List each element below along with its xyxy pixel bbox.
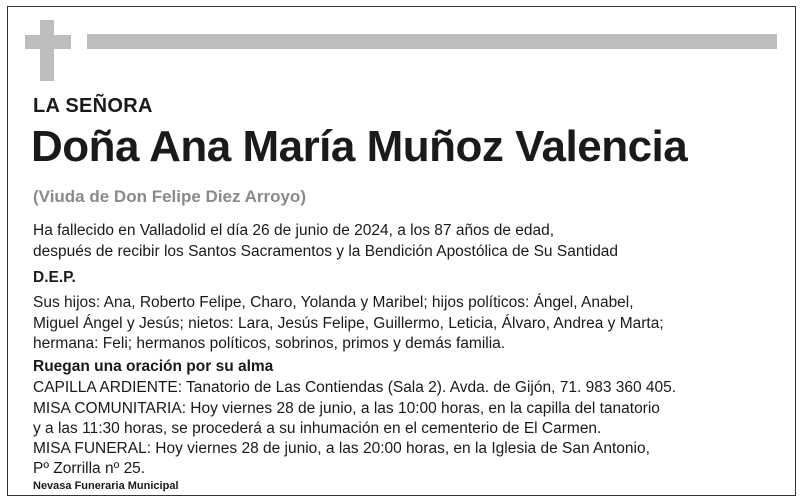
funeral-home-credit: Nevasa Funeraria Municipal — [33, 480, 179, 492]
honorific-label: LA SEÑORA — [33, 95, 153, 117]
cross-icon — [40, 20, 54, 81]
details-line-2: MISA COMUNITARIA: Hoy viernes 28 de junio, a las 10:00 horas, en la capilla del tanatorio — [33, 400, 660, 417]
deceased-name: Doña Ana María Muñoz Valencia — [31, 122, 688, 171]
family-line-2: Miguel Ángel y Jesús; nietos: Lara, Jesús Felipe, Guillermo, Leticia, Álvaro, Andrea y Marta; — [33, 315, 664, 332]
announcement-line-2: después de recibir los Santos Sacramentos y la Bendición Apostólica de Su Santidad — [33, 243, 619, 260]
family-line-3: hermana: Feli; hermanos políticos, sobrinos, primos y demás familia. — [33, 335, 506, 352]
details-line-4: MISA FUNERAL: Hoy viernes 28 de junio, a las 20:00 horas, en la Iglesia de San Antonio, — [33, 440, 650, 457]
details-line-3: y a las 11:30 horas, se procederá a su inhumación en el cementerio de El Carmen. — [33, 420, 602, 437]
widow-note: (Viuda de Don Felipe Diez Arroyo) — [33, 187, 306, 206]
prayer-request: Ruegan una oración por su alma — [33, 358, 274, 375]
announcement-line-1: Ha fallecido en Valladolid el día 26 de junio de 2024, a los 87 años de edad, — [33, 222, 555, 239]
dep-label: D.E.P. — [33, 269, 76, 286]
details-line-5: Pº Zorrilla nº 25. — [33, 460, 146, 477]
header-divider-bar — [87, 34, 777, 49]
details-line-1: CAPILLA ARDIENTE: Tanatorio de Las Contiendas (Sala 2). Avda. de Gijón, 71. 983 360 405. — [33, 379, 677, 396]
family-line-1: Sus hijos: Ana, Roberto Felipe, Charo, Yolanda y Maribel; hijos políticos: Ángel, Anabel, — [33, 294, 634, 311]
cross-icon-bar — [25, 35, 71, 49]
